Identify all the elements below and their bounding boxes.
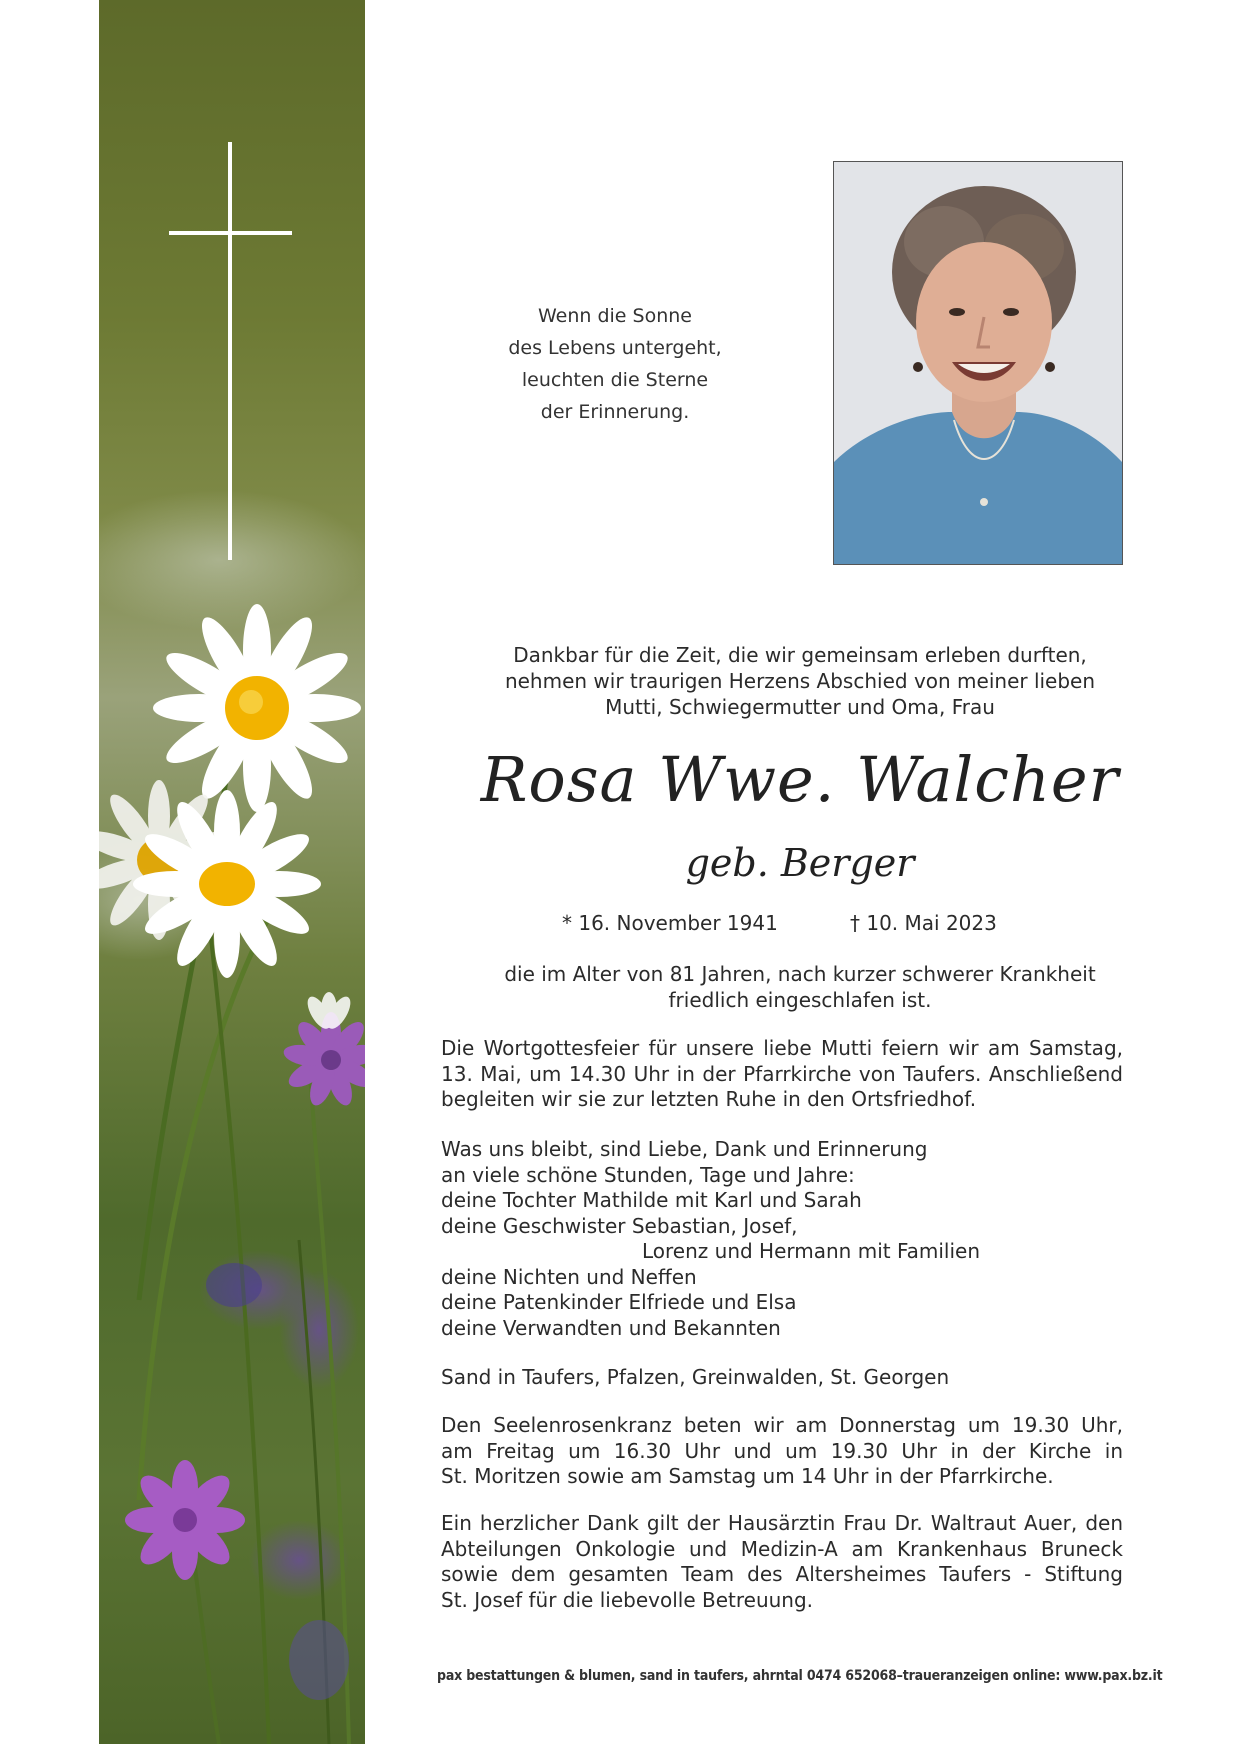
quote-line: der Erinnerung.	[540, 401, 690, 423]
intro-line: Dankbar für die Zeit, die wir gemeinsam erleben durften,	[513, 643, 1087, 667]
thanks-line: St. Josef für die liebevolle Betreuung.	[441, 1587, 814, 1612]
thanks-line: sowie dem gesamten Team des Altersheimes Taufers - Stiftung	[441, 1562, 1123, 1586]
mourners-line: Lorenz und Hermann mit Familien	[642, 1239, 981, 1263]
mourners-list	[441, 1137, 1123, 1341]
age-line: die im Alter von 81 Jahren, nach kurzer schwerer Krankheit	[504, 962, 1096, 986]
portrait-image	[834, 162, 1122, 564]
service-line: 13. Mai, um 14.30 Uhr in der Pfarrkirche von Taufers. Anschließend	[441, 1061, 1123, 1086]
portrait-photo	[833, 161, 1123, 565]
intro-line: nehmen wir traurigen Herzens Abschied von meiner lieben	[504, 669, 1096, 693]
funeral-home-footer: pax bestattungen & blumen, sand in taufers, ahrntal 0474 652068–traueranzeigen online: www.pax.bz.it	[437, 1668, 1163, 1684]
age-text	[440, 961, 1160, 1013]
rosary-line: Den Seelenrosenkranz beten wir am Donnerstag um 19.30 Uhr,	[441, 1413, 1123, 1437]
mourners-line: deine Tochter Mathilde mit Karl und Sarah	[441, 1188, 862, 1212]
mourners-line: deine Geschwister Sebastian, Josef,	[441, 1213, 798, 1238]
maiden-name: geb. Berger	[685, 841, 915, 885]
thanks-paragraph	[441, 1511, 1123, 1613]
quote-line: Wenn die Sonne	[537, 305, 692, 327]
service-line: Die Wortgottesfeier für unsere liebe Mutti feiern wir am Samstag,	[441, 1036, 1123, 1060]
quote-line: leuchten die Sterne	[521, 369, 709, 391]
rosary-line: am Freitag um 16.30 Uhr und um 19.30 Uhr in der Kirche in	[441, 1438, 1123, 1463]
places-line: Sand in Taufers, Pfalzen, Greinwalden, St. Georgen	[441, 1365, 950, 1389]
mourners-line: deine Verwandten und Bekannten	[441, 1315, 781, 1340]
thanks-line: Abteilungen Onkologie und Medizin-A am Krankenhaus Bruneck	[441, 1536, 1123, 1561]
service-line: begleiten wir sie zur letzten Ruhe in den Ortsfriedhof.	[441, 1087, 977, 1111]
death-date: † 10. Mai 2023	[850, 911, 997, 935]
daisy-flower-icon	[99, 0, 365, 1744]
flower-strip	[99, 0, 365, 1744]
places-text	[441, 1365, 1123, 1391]
quote-line: des Lebens untergeht,	[508, 337, 722, 359]
mourners-line: an viele schöne Stunden, Tage und Jahre:	[441, 1162, 855, 1187]
service-paragraph	[441, 1036, 1123, 1113]
rosary-line: St. Moritzen sowie am Samstag um 14 Uhr in der Pfarrkirche.	[441, 1464, 1054, 1488]
mourners-line: Was uns bleibt, sind Liebe, Dank und Erinnerung	[441, 1137, 928, 1161]
intro-text	[440, 642, 1160, 720]
thanks-line: Ein herzlicher Dank gilt der Hausärztin Frau Dr. Waltraut Auer, den	[441, 1511, 1123, 1535]
age-line: friedlich eingeschlafen ist.	[668, 988, 932, 1012]
deceased-name: Rosa Wwe. Walcher	[480, 743, 1120, 816]
intro-line: Mutti, Schwiegermutter und Oma, Frau	[605, 695, 995, 719]
mourners-line: deine Nichten und Neffen	[441, 1264, 697, 1289]
rosary-paragraph	[441, 1413, 1123, 1490]
quote	[470, 300, 760, 428]
birth-date: * 16. November 1941	[562, 911, 778, 935]
mourners-line: deine Patenkinder Elfriede und Elsa	[441, 1290, 797, 1314]
